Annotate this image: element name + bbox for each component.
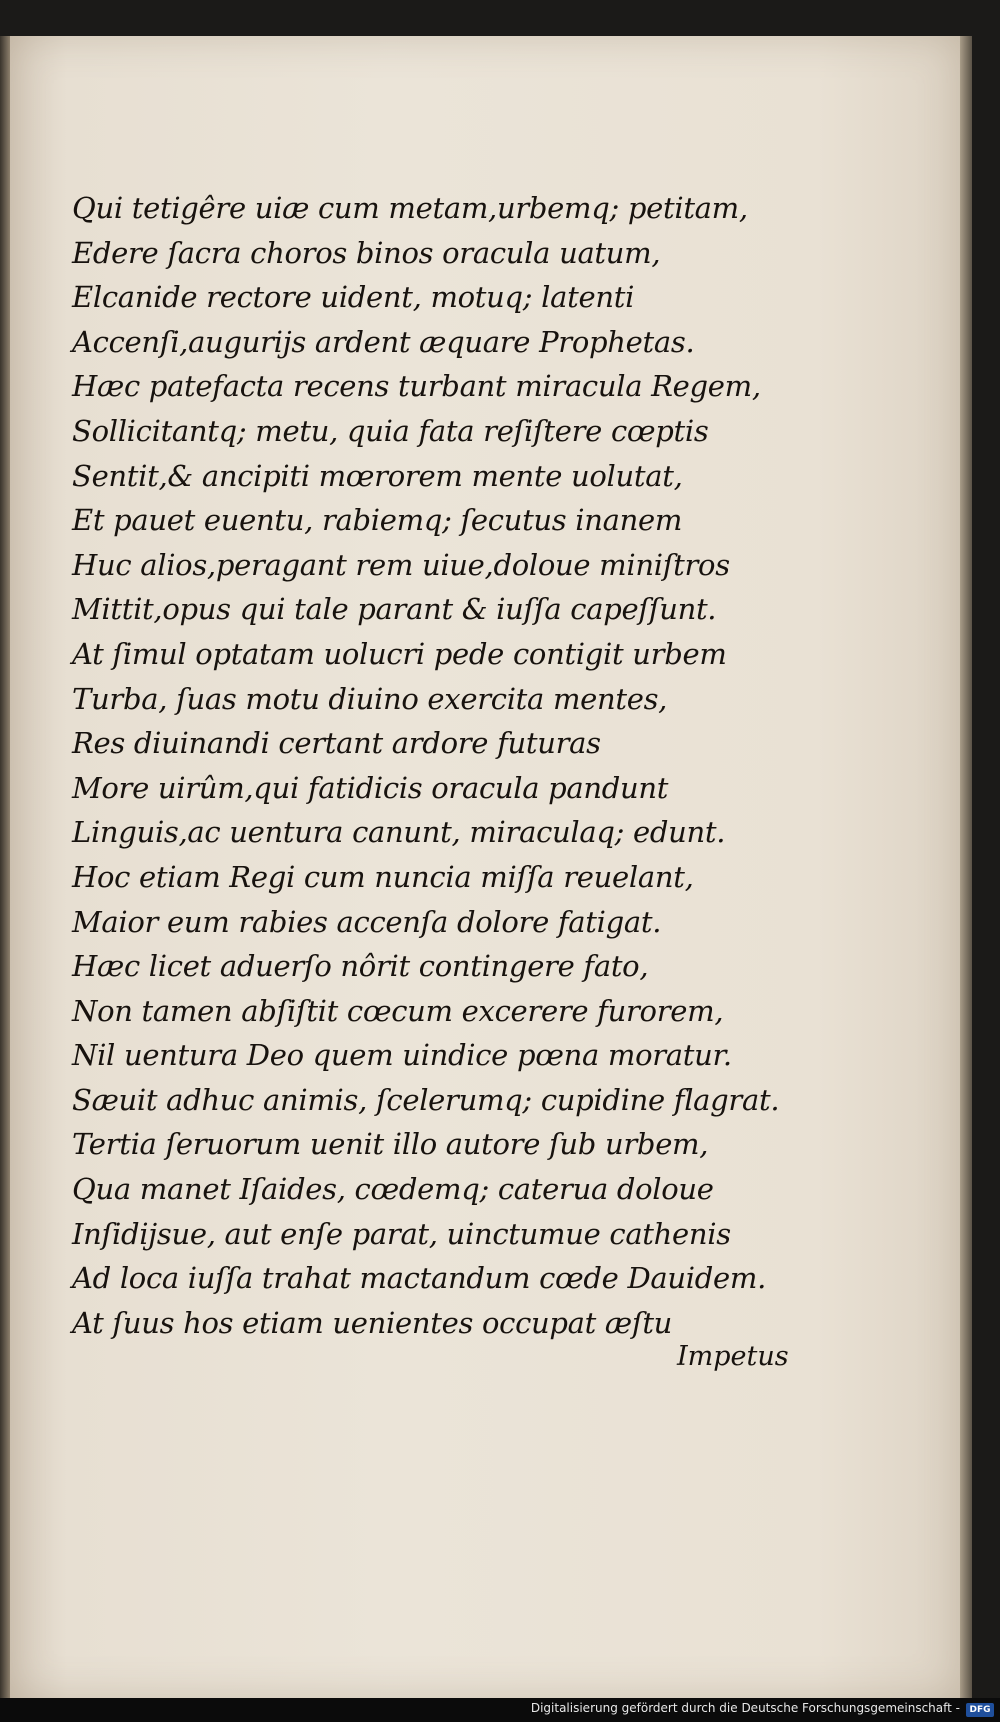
verse-line: Sentit,& ancipiti mœrorem mente uolutat, <box>72 458 683 493</box>
verse-line: Linguis,ac uentura canunt, miraculaq; edunt. <box>72 815 726 850</box>
verse-line: Sæuit adhuc animis, ſcelerumq; cupidine flagrat. <box>72 1082 780 1117</box>
verse-line: Inſidijsue, aut enſe parat, uinctumue cathenis <box>72 1216 731 1251</box>
verse-line: At ſuus hos etiam uenientes occupat æſtu <box>72 1305 673 1340</box>
verse-line: Et pauet euentu, rabiemq; ſecutus inanem <box>72 503 683 538</box>
footer-credit-text: Digitalisierung gefördert durch die Deutsche Forschungsgemeinschaft - <box>530 1701 960 1715</box>
verse-line: Nil uentura Deo quem uindice pœna moratur. <box>72 1038 732 1073</box>
verse-line: Hoc etiam Regi cum nuncia miſſa reuelant, <box>72 859 694 894</box>
verse-line: More uirûm,qui fatidicis oracula pandunt <box>72 770 669 805</box>
verse-line: Ad loca iuſſa trahat mactandum cœde Dauidem. <box>72 1261 766 1296</box>
verse-line: Accenſi,augurijs ardent æquare Prophetas. <box>72 324 695 359</box>
verse-line: Sollicitantq; metu, quia fata reſiſtere cœptis <box>72 413 709 448</box>
verse-line: Huc alios,peragant rem uiue,doloue miniſtros <box>72 547 730 582</box>
verse-line: Hæc licet aduerſo nôrit contingere fato, <box>72 949 649 984</box>
verse-line: Tertia ſeruorum uenit illo autore ſub urbem, <box>72 1127 709 1162</box>
catchword: Impetus <box>677 1341 789 1372</box>
book-page <box>10 36 960 1698</box>
verse-line: Turba, ſuas motu diuino exercita mentes, <box>72 681 668 716</box>
verse-line: Qua manet Iſaides, cœdemq; caterua doloue <box>72 1172 714 1207</box>
verse-text-block <box>72 186 780 1345</box>
verse-line: Maior eum rabies accenſa dolore fatigat. <box>72 904 662 939</box>
page-fore-edge <box>960 36 972 1698</box>
verse-line: Edere ſacra choros binos oracula uatum, <box>72 235 661 270</box>
verse-line: At ſimul optatam uolucri pede contigit urbem <box>72 636 727 671</box>
dfg-logo[interactable]: DFG <box>966 1703 994 1717</box>
verse-line: Mittit,opus qui tale parant & iuſſa capeſſunt. <box>72 592 717 627</box>
verse-line: Qui tetigêre uiæ cum metam,urbemq; petitam, <box>72 191 748 225</box>
verse-line: Non tamen abſiſtit cœcum excerere furorem, <box>72 993 724 1028</box>
book-spine-edge <box>0 36 10 1698</box>
verse-line: Res diuinandi certant ardore futuras <box>72 726 601 761</box>
digitization-footer <box>0 1698 1000 1722</box>
verse-line: Elcanide rectore uident, motuq; latenti <box>72 280 635 315</box>
verse-line: Hæc patefacta recens turbant miracula Regem, <box>72 369 761 404</box>
